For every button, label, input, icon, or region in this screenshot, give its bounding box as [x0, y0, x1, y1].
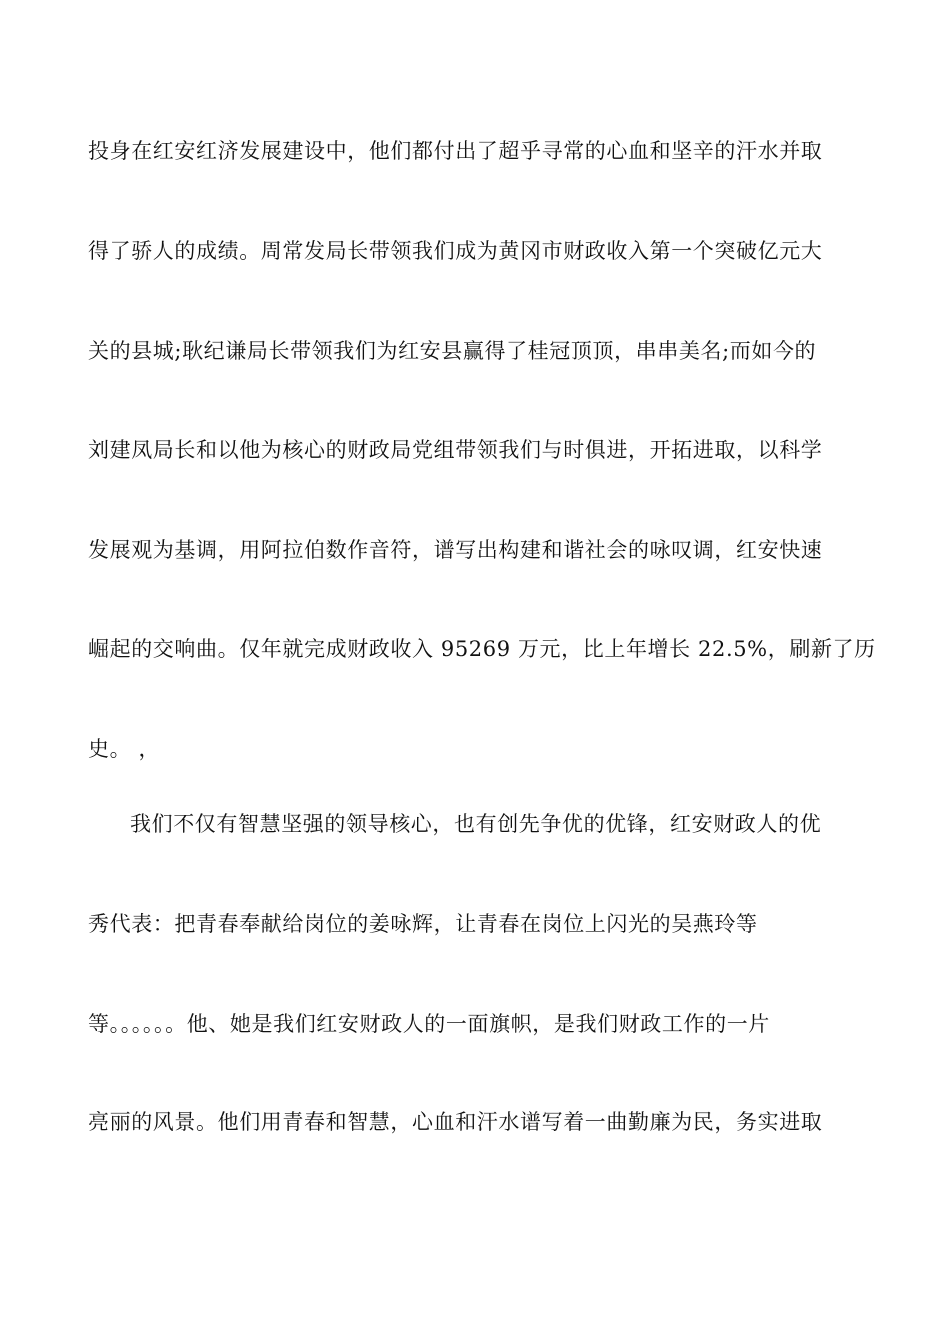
paragraph-1-line-6: 崛起的交响曲。仅年就完成财政收入 95269 万元，比上年增长 22.5%，刷新了历 — [88, 637, 876, 661]
paragraph-2-line-1: 我们不仅有智慧坚强的领导核心，也有创先争优的优锋，红安财政人的优 — [130, 812, 822, 836]
paragraph-1-line-7: 史。 ， — [88, 737, 161, 761]
paragraph-2-line-3: 等。。。。。。他、她是我们红安财政人的一面旗帜，是我们财政工作的一片 — [88, 1012, 770, 1036]
paragraph-1-line-3: 关的县城;耿纪谦局长带领我们为红安县赢得了桂冠顶顶，串串美名;而如今的 — [88, 339, 817, 363]
paragraph-2-line-4: 亮丽的风景。他们用青春和智慧，心血和汗水谱写着一曲勤廉为民，务实进取 — [88, 1110, 823, 1134]
paragraph-1-line-5: 发展观为基调，用阿拉伯数作音符，谱写出构建和谐社会的咏叹调，红安快速 — [88, 538, 823, 562]
paragraph-1-line-4: 刘建凤局长和以他为核心的财政局党组带领我们与时俱进，开拓进取，以科学 — [88, 438, 823, 462]
paragraph-1-line-1: 投身在红安红济发展建设中，他们都付出了超乎寻常的心血和坚辛的汗水并取 — [88, 139, 823, 163]
paragraph-2-line-2: 秀代表：把青春奉献给岗位的姜咏辉，让青春在岗位上闪光的吴燕玲等 — [88, 912, 758, 936]
paragraph-1-line-2: 得了骄人的成绩。周常发局长带领我们成为黄冈市财政收入第一个突破亿元大 — [88, 239, 823, 263]
